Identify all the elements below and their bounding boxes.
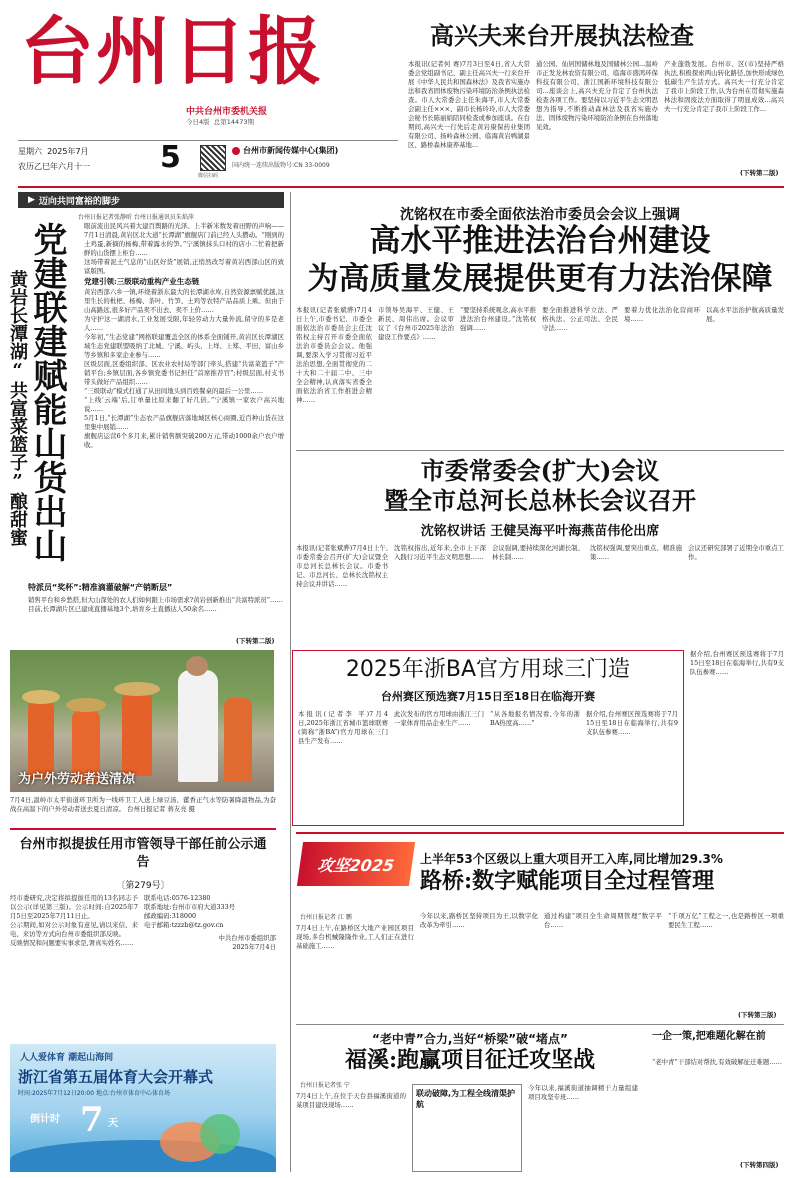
left-sub2: 特派员“奖杯”:精准滴灌破解“产销断层” [28, 583, 173, 592]
ba-col2: 此次发布的官方用球由浙江三门一家体育用品企业生产…… [394, 710, 484, 727]
left-col: 眼前流出民风兴着大建百舆路的光泽。上半新米数发着田野的声响——7月1日清晨,黄岩区北大道“长潭湖”旗舰店门前已经人头攒动。“刚到的土鸡蛋,新摘的杨梅,带着露水的笋。”宁溪镇抹头口村的店小二忙着把新鲜的山货摆上柜台…… 这场带着泥土气息的“山区好货”展销,正悄然改写着黄岩西部山区的致富版图。 党建引领:三级联动重构产业生态链 黄岩西部六乡一镇,环绕着浙东最大的长潭湖水库,自然资源禀赋优越,这里生长的枇杷、杨梅、茶叶、竹笋、土鸡等农特产品品质上乘。但由于山高路远,很多好产品卖不出去、卖不上价…… 为守护这一湖清水,工业发展受限,年轻劳动力大量外流,留守的多是老人…… 今年初,“生态党建”网格联建覆盖全区的体系全面铺开,黄岩区长潭湖区域生态党建联盟吸纳了北城、宁溪、屿头、上垟、上郑、平田、富山乡等乡镇和多家企业参与…… 区级层面,区委组织部、区农业农村局等部门牵头,搭建“共富菜篮子”产销平台;乡镇层面,各乡镇党委书记担任“首席推荐官”;村级层面,村支书带头做好产品组织…… “三级联动”模式打通了从田间地头到百姓餐桌的最后一公里…… “上线‘云端’后,订单量比原来翻了好几倍。”宁溪镇一家农户高兴地说…… 5月1日,“长潭湖”生态农产品旗舰店落地城区核心商圈,近百种山货在这里集中展销…… 旗舰店运营6个多月来,累计销售额突破200万元,带动1000余户农户增收。 [84, 222, 284, 449]
masthead-logo: 台州日报 [20, 9, 324, 95]
section-chevron-icon: ▶ [28, 195, 35, 205]
countdown-num: 7 [80, 1100, 104, 1140]
games-title: 浙江省第五届体育大会开幕式 [18, 1068, 214, 1086]
ba-col5: 据介绍,台州赛区预选赛将于7月15日至18日在临海举行,共有9支队伍参赛…… [690, 650, 784, 676]
qr-label: 微信扫码 [198, 173, 219, 179]
countdown-unit: 天 [108, 1118, 118, 1129]
fuxi-continued: (下转第四版) [740, 1161, 779, 1169]
meeting-col1: 本报讯(记者张斌骅)7月4日上午,市委常委会召开(扩大)会议暨全市总河长总林长会议。市委书记、市总河长、总林长沈铭权主持会议并讲话…… [296, 544, 388, 588]
meeting-col4: 沈铭权强调,要突出重点、精准施策…… [590, 544, 682, 561]
meeting-sub: 沈铭权讲话 王健吴海平叶海燕苗伟伦出席 [420, 524, 660, 539]
games-slogan: 人人爱体育 潮起山海间 [20, 1053, 114, 1063]
notice-col1: 经市委研究,决定将拟提拔任用的13名同志予以公示(详见第三版)。公示时间:自2025年7月5日至2025年7月11日止。 公示期间,如对公示对象有意见,请以来信、来电、来访等方式向台州市委组织部反映。 反映情况和问题要实事求是,署真实姓名…… [10, 894, 138, 947]
section-bar: ▶ 迈向共同富裕的脚步 [18, 192, 284, 208]
fuxi-col3-heading: 一企一策,把难题化解在前 [652, 1031, 766, 1042]
masthead-subtitle: 中共台州市委机关报 [186, 107, 268, 117]
law-col6: 以高水平法治护航高质量发展。 [706, 306, 784, 323]
meeting-col5: 会议还研究部署了近期全市重点工作。 [688, 544, 784, 561]
projects-col4: “千项万亿”工程之一,也是路桥区一项重要民生工程…… [668, 912, 784, 929]
photo-caption: 为户外劳动者送清凉 [18, 772, 136, 787]
photo-credit: 7月4日,温岭市太平街道环卫所为一线环卫工人送上绿豆汤、藿香正气水等防暑降温物品,为奋战在高温下的户外劳动者送去夏日清凉。 台州日报记者 蒋友亮 摄 [10, 796, 276, 813]
left-sub1: 党建引领:三级联动重构产业生态链 [84, 277, 200, 286]
top-story-col2: 通公园、仙居国储林地及国储林公园...温岭市正发龙林农资有限公司、临海市盛鸿环保科技有限公司、浙江国新环境科技有限公司...座谈会上,高兴夫充分肯定了台州执法检查各项工作。要坚持以习近平生态文明思想为指导,不断推动森林法及我省实施办法、固体废物污染环境防治条例在台州落地见效。 [536, 60, 658, 131]
law-col5: 要着力优化法治化营商环境…… [624, 306, 700, 323]
left-continued: (下转第二版) [236, 637, 275, 645]
law-col1: 本报讯(记者张斌骅)7月4日上午,市委书记、市委全面依法治市委员会主任沈铭权主持召开市委全面依法治市委员会会议。他强调,要深入学习贯彻习近平法治思想,全面贯彻党的二十大和二十届二中、三中全会精神,认真落实省委全面依法治省工作推进会精神…… [296, 306, 372, 404]
date-weekday: 星期六 2025年7月 [18, 147, 89, 156]
fuxi-col4: “老中青”干部结对帮扶,有效破解征迁难题…… [652, 1058, 782, 1066]
law-headline1: 高水平推进法治台州建设 [369, 223, 711, 259]
meeting-headline2: 暨全市总河长总林长会议召开 [384, 486, 696, 515]
meeting-col3: 会议强调,要持续深化河湖长制、林长制…… [492, 544, 584, 561]
top-story-headline: 高兴夫来台开展执法检查 [430, 21, 694, 50]
left-vertical-sub: 黄岩长潭湖“共富菜篮子”酿甜蜜 [7, 270, 28, 546]
fuxi-byline: 台州日报记者张 宁 [300, 1082, 350, 1089]
fuxi-kicker: “老中青”合力,当好“桥梁”破“堵点” [372, 1032, 568, 1046]
law-headline2: 为高质量发展提供更有力法治保障 [307, 261, 773, 297]
games-banner [10, 1044, 276, 1172]
top-story-col1: 本报讯(记者何 赛)7月3日至4日,省人大常委会党组副书记、副主任高兴夫一行来台开展《中华人民共和国森林法》及我省实施办法和我省固体废物污染环境防治条例执法检查。市人大常委会主任朱海平,市人大常委会副主任×××、副市长杨玲玲,市人大常委会秘书长陈丽娟陪同检查或参加座谈。在台期间,高兴夫一行先后走黄岩康保药业集团有限公司、扬岭森林公园、临海黄岩鸭湖景区、路桥森林康养基地... [408, 60, 530, 149]
games-time: 时间:2025年7月12日20:00 地点:台州市体育中心体育场 [18, 1090, 170, 1097]
fuxi-headline: 福溪:跑赢项目征迁攻坚战 [344, 1047, 596, 1073]
publisher: 台州市新闻传媒中心(集团) [232, 145, 338, 156]
left-tail: 销售平台和乡愁搭,但大山深处的农人们如何跟上市场需求?黄岩创新推出“共富特派员”…… 目前,长潭湖片区已建成直播基地3个,培育乡土直播达人50余名…… [28, 596, 283, 613]
projects-byline: 台州日报记者 江 鹏 [300, 914, 352, 921]
projects-col2: 今年以来,路桥区坚持项目为王,以数字化改革为牵引…… [420, 912, 538, 929]
law-kicker: 沈铭权在市委全面依法治市委员会会议上强调 [400, 207, 680, 223]
law-col2: 市领导吴海平、王健、王新民、周伟出席。会议审议了《台州市2025年法治建设工作要点》…… [378, 306, 454, 341]
date-day: 5 [160, 140, 181, 175]
projects-kicker: 上半年53个区级以上重大项目开工入库,同比增加29.3% [420, 852, 723, 866]
meeting-headline1: 市委常委会(扩大)会议 [420, 456, 660, 485]
left-byline: 台州日报记者张静昕 台州日报通讯员朱焰萍 [78, 214, 194, 221]
projects-headline: 路桥:数字赋能项目全过程管理 [420, 868, 715, 894]
projects-col3: 通过构建“项目全生命周期管理”数字平台…… [544, 912, 662, 929]
law-col4: 要全面推进科学立法、严格执法、公正司法、全民守法…… [542, 306, 618, 332]
projects-col1: 7月4日上午,在路桥区大地产业园区项目现场,多台机械隆隆作业,工人们正在进行基础施工…… [296, 924, 414, 950]
top-story-col3: 产业蓬勃发展。台州市、区(市)坚持严格执法,积极探索两山转化路径,加快形成绿色低碳生产生活方式。高兴夫一行充分肯定了我市上阶段工作,认为台州在贯彻实施森林法和固废法方面取得了明显成效...高兴夫一行充分肯定了我市上阶段工作... [664, 60, 784, 113]
top-story-continued: (下转第二版) [740, 169, 779, 177]
ba-col4: 据介绍,台州赛区预选赛将于7月15日至18日在临海举行,共有9支队伍参赛…… [586, 710, 678, 736]
ba-col3: “从各地报名情况看,今年的浙BA热度高……” [490, 710, 580, 727]
fuxi-col1: 7月4日上午,在位于天台县福溪街道的某项目建设现场…… [296, 1092, 406, 1109]
notice-number: 〔第279号〕 [116, 881, 170, 891]
left-vertical-headline: 党建联建赋能山货出山 [27, 222, 67, 562]
publisher-icon [232, 147, 240, 155]
cn-number: 国内统一连续出版物号:CN 33-0009 [232, 162, 330, 169]
page-count: 今日4版 总第14473期 [186, 118, 254, 126]
meeting-col2: 沈铭权指出,近年来,全市上下深入践行习近平生态文明思想…… [394, 544, 486, 561]
date-lunar: 农历乙巳年六月十一 [18, 162, 90, 171]
fuxi-box: 联动破障,为工程全线清渠护航 [412, 1084, 522, 1172]
ba-col1: 本报讯(记者李 平)7月4日,2025年浙江省城市篮球联赛(简称“浙BA”)官方用球在三门县生产发布…… [298, 710, 388, 745]
qr-code [200, 145, 226, 171]
ba-headline: 2025年浙BA官方用球三门造 [345, 657, 631, 682]
projects-banner: 攻坚2025 [297, 842, 415, 886]
ba-sub: 台州赛区预选赛7月15日至18日在临海开赛 [380, 690, 596, 703]
projects-continued: (下转第三版) [738, 1011, 777, 1019]
law-col3: “要坚持系统观念,高水平推进法治台州建设。”沈铭权强调…… [460, 306, 536, 332]
countdown-label: 倒计时 [30, 1114, 60, 1125]
notice-title: 台州市拟提拔任用市管领导干部任前公示通告 [19, 837, 267, 870]
notice-col2: 联系电话:0576-12380 联系地址:台州市市府大道333号 邮政编码:318000 电子邮箱:tzzzb@tz.gov.cn 中共台州市委组织部 2025年7月4日 [144, 894, 276, 951]
fuxi-col2: 今年以来,福溪街道抽调精干力量组建项目攻坚专班…… [528, 1084, 638, 1101]
